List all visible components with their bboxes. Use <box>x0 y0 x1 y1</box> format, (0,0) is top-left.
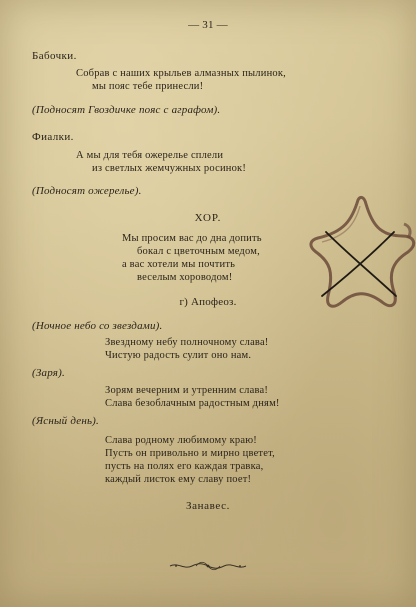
section-apotheosis: г) Апофеоз. <box>179 296 237 308</box>
dawn-line-1: Зорям вечерним и утренним слава! <box>105 385 269 396</box>
stage-direction-belt: (Подносят Гвоздичке пояс с аграфом). <box>32 104 221 116</box>
day-line-1: Слава родному любимому краю! <box>105 435 257 446</box>
butterflies-line-2: мы пояс тебе принесли! <box>92 81 204 92</box>
stage-direction-necklace: (Подносят ожерелье). <box>32 185 142 197</box>
day-line-3: пусть на полях его каждая травка, <box>105 461 264 472</box>
page-number: — 31 — <box>188 19 228 31</box>
speaker-butterflies: Бабочки. <box>32 50 77 62</box>
stage-direction-night: (Ночное небо со звездами). <box>32 320 163 332</box>
chorus-line-3: а вас хотели мы почтить <box>122 259 236 270</box>
stage-direction-day: (Ясный день). <box>32 415 99 427</box>
chorus-line-1: Мы просим вас до дна допить <box>122 233 262 244</box>
chorus-heading: ХОР. <box>194 212 222 224</box>
ornament-divider-icon <box>168 559 248 573</box>
stage-direction-dawn: (Заря). <box>32 367 65 379</box>
speaker-violets: Фиалки. <box>32 131 74 143</box>
violets-line-2: из светлых жемчужных росинок! <box>92 163 247 174</box>
day-line-2: Пусть он привольно и мирно цветет, <box>105 448 275 459</box>
star-stamp-icon <box>300 192 416 322</box>
curtain-text: Занавес. <box>186 500 230 512</box>
day-line-4: каждый листок ему славу поет! <box>105 474 252 485</box>
chorus-line-2: бокал с цветочным медом, <box>137 246 260 257</box>
violets-line-1: А мы для тебя ожерелье сплели <box>76 150 224 161</box>
chorus-line-4: веселым хороводом! <box>137 272 233 283</box>
dawn-line-2: Слава безоблачным радостным дням! <box>105 398 280 409</box>
night-line-1: Звездному небу полночному слава! <box>105 337 269 348</box>
night-line-2: Чистую радость сулит оно нам. <box>105 350 252 361</box>
butterflies-line-1: Собрав с наших крыльев алмазных пылинок, <box>76 68 286 79</box>
